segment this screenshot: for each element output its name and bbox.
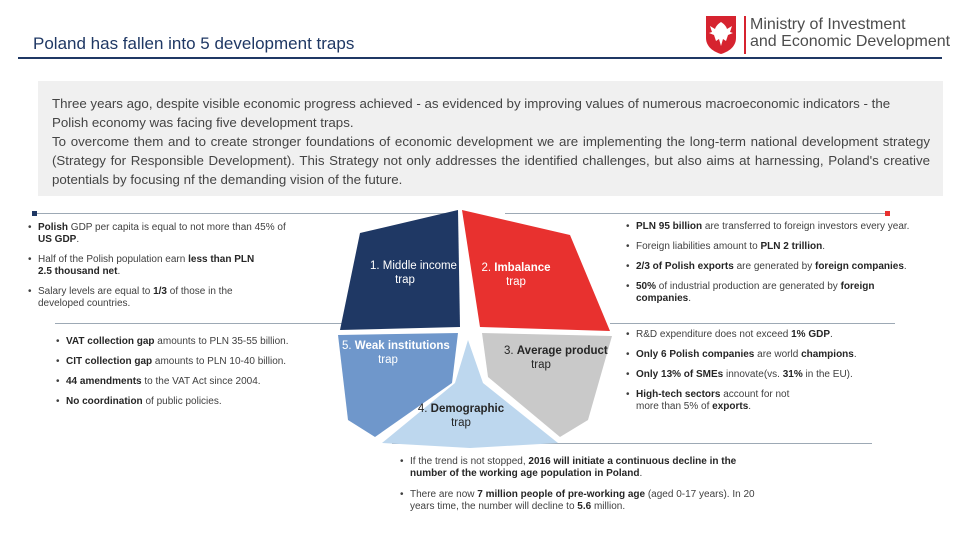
separator-left-marker-icon [32, 211, 37, 216]
list-item: • There are now 7 million people of pre-working age (aged 0-17 years). In 20 years time, the number will decline to 5.6 million. [398, 489, 768, 513]
list-item: • Polish GDP per capita is equal to not more than 45% of US GDP. [26, 222, 296, 246]
page-title: Poland has fallen into 5 development traps [33, 34, 355, 53]
intro-paragraph-1: Three years ago, despite visible economic progress achieved - as evidenced by improving values of numerous macroeconomic indicators - the Polish economy was facing five development traps. [52, 96, 891, 130]
list-item: • CIT collection gap amounts to PLN 10-40 billion. [54, 356, 344, 368]
list-item: • Half of the Polish population earn less than PLN 2.5 thousand net. [26, 254, 268, 278]
development-traps-diagram [320, 205, 640, 450]
trap-label-3: 3. Average product trap [504, 345, 608, 371]
list-item: • No coordination of public policies. [54, 396, 344, 408]
trap-label-5: 5. Weak institutions trap [342, 340, 450, 366]
logo-text [750, 16, 950, 50]
list-item: • PLN 95 billion are transferred to foreign investors every year. [624, 221, 944, 233]
logo-line-1: Ministry of Investment [750, 16, 906, 33]
trap-label-4: 4. Demographic trap [417, 403, 505, 429]
list-item: • High-tech sectors account for not more than 5% of exports. [624, 389, 806, 413]
title-underline [18, 57, 942, 59]
list-item: • 44 amendments to the VAT Act since 2004. [54, 376, 344, 388]
weak-institutions-facts [54, 336, 344, 416]
polish-eagle-emblem-icon [704, 14, 738, 54]
imbalance-facts [624, 221, 944, 313]
average-product-facts [624, 329, 924, 421]
list-item: • If the trend is not stopped, 2016 will initiate a continuous decline in the number of the working age population in Poland. [398, 456, 768, 480]
list-item: • Foreign liabilities amount to PLN 2 trillion. [624, 241, 944, 253]
list-item: • 2/3 of Polish exports are generated by foreign companies. [624, 261, 944, 273]
trap-label-1: 1. Middle income trap [370, 260, 457, 286]
separator-right-marker-icon [885, 211, 890, 216]
separator-mid-right [610, 323, 895, 324]
demographic-facts [398, 456, 768, 521]
list-item: • 50% of industrial production are generated by foreign companies. [624, 281, 916, 305]
middle-income-facts [26, 222, 296, 318]
intro-box [38, 81, 943, 196]
logo-line-2: and Economic Development [750, 33, 951, 50]
list-item: • VAT collection gap amounts to PLN 35-55 billion. [54, 336, 344, 348]
list-item: • R&D expenditure does not exceed 1% GDP. [624, 329, 924, 341]
list-item: • Only 13% of SMEs innovate(vs. 31% in the EU). [624, 369, 924, 381]
list-item: • Salary levels are equal to 1/3 of those in the developed countries. [26, 286, 248, 310]
separator-mid-left [55, 323, 350, 324]
ministry-logo [700, 14, 950, 56]
logo-divider [744, 16, 746, 54]
list-item: • Only 6 Polish companies are world champions. [624, 349, 924, 361]
intro-paragraph-2: To overcome them and to create stronger foundations of economic development we are implementing the long-term national development strategy (Strategy for Responsible Development). This Strategy not only addresses the identified challenges, but also aims at harnessing, Poland's creative potentials by focusing nf the demanding vision of the future. [52, 134, 930, 187]
trap-label-2: 2. Imbalance trap [481, 262, 551, 288]
